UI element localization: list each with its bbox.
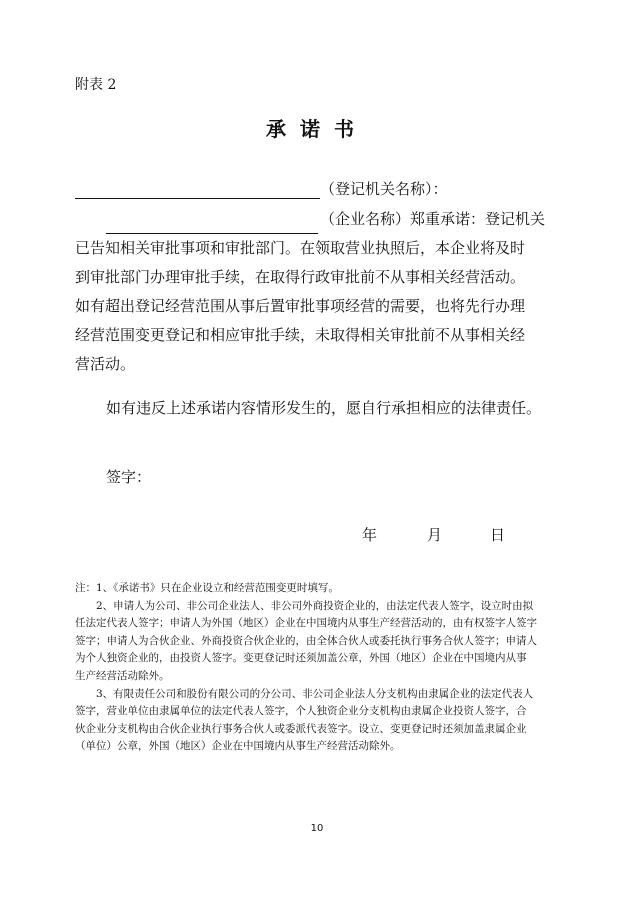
page-number: 10: [310, 823, 324, 834]
company-name-blank[interactable]: [106, 215, 318, 234]
liability-paragraph: [75, 394, 563, 423]
company-line-suffix: （企业名称）郑重承诺：登记机关: [320, 210, 546, 228]
registration-authority-blank[interactable]: [75, 178, 320, 199]
note-3-line: 3、有限责任公司和股份有限公司的分公司、非公司企业法人分支机构由隶属企业的法定代表人: [96, 687, 534, 700]
paragraph-line: [75, 205, 563, 234]
date-year-label: 年: [362, 526, 378, 544]
note-1: 注：1、《承诺书》只在企业设立和经营范围变更时填写。: [75, 582, 339, 594]
note-2-line: 2、申请人为公司、非公司企业法人、非公司外商投资企业的，由法定代表人签字，设立时由拟: [96, 599, 534, 612]
note-2-line: 生产经营活动除外。: [75, 669, 170, 682]
note-2-line: 签字；申请人为合伙企业、外商投资合伙企业的，由全体合伙人或委托执行事务合伙人签字；申请人: [75, 634, 537, 647]
paragraph-line: 营活动。: [75, 355, 136, 373]
paragraph-line: 如有超出登记经营范围从事后置审批事项经营的需要，也将先行办理: [75, 297, 526, 315]
date-day-label: 日: [490, 526, 506, 544]
paragraph-line: 到审批部门办理审批手续，在取得行政审批前不从事相关经营活动。: [75, 268, 526, 286]
paragraph-line: 如有违反上述承诺内容情形发生的，愿自行承担相应的法律责任。: [106, 399, 542, 417]
note-3-line: 签字，营业单位由隶属单位的法定代表人签字，个人独资企业分支机构由隶属企业投资人签字，合: [75, 705, 527, 718]
addressee-suffix: （登记机关名称）：: [320, 180, 448, 198]
commitment-paragraph: [75, 205, 563, 379]
signature-label: 签字：: [106, 468, 152, 486]
notes-section: [75, 580, 563, 756]
note-3-line: 伙企业分支机构由合伙企业执行事务合伙人或委派代表签字。设立、变更登记时还须加盖隶属企业: [75, 722, 527, 735]
document-title: 承诺书: [266, 117, 368, 141]
paragraph-line: 经营范围变更登记和相应审批手续，未取得相关审批前不从事相关经: [75, 326, 526, 344]
note-2-line: 任法定代表人签字；申请人为外国（地区）企业在中国境内从事生产经营活动的，由有权签字人签字: [75, 617, 537, 630]
addressee-line: [75, 178, 448, 199]
note-2-line: 为个人独资企业的，由投资人签字。变更登记时还须加盖公章，外国（地区）企业在中国境内从事: [75, 652, 527, 665]
annex-label: 附表 2: [75, 77, 117, 93]
paragraph-line: 已告知相关审批事项和审批部门。在领取营业执照后，本企业将及时: [75, 239, 526, 257]
note-3-line: （单位）公章，外国（地区）企业在中国境内从事生产经营活动除外。: [75, 740, 401, 753]
date-month-label: 月: [427, 526, 443, 544]
